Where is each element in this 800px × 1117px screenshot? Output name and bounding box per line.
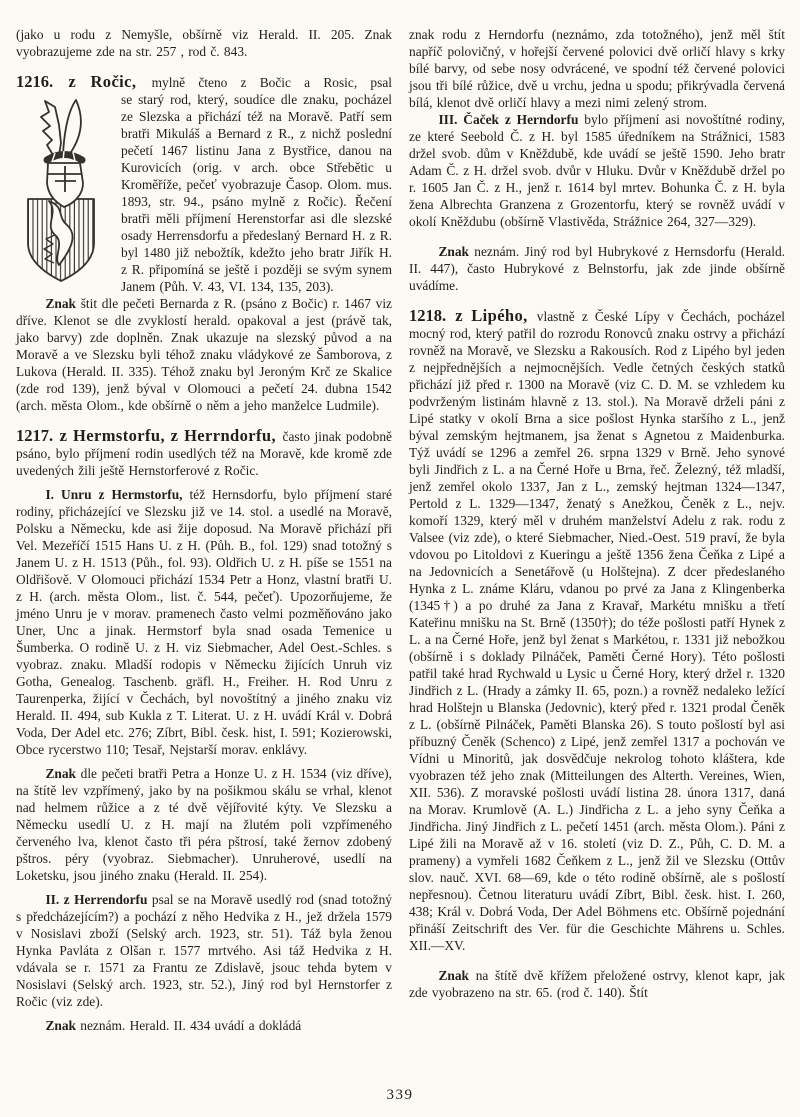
entry-1216-number: 1216. xyxy=(16,72,54,91)
entry-1218-body: vlastně z České Lípy v Čechách, pocházel mocný rod, který patřil do rozrodu Ronovců znaku ostrvy a přichází rovněž na Moravě, ve Slezsku a Rakousích. Rod z Lipého byl jeden z nejpřednějších a nejmocnějších. Vedle četných českých statků přichází již před r. 1300 na Moravě (viz C. D. M. se vzhledem ku podvrženým listinám hlavně z 13. stol.). Na Moravě drželi páni z Lipé statky v okolí Brna a sice pošlost Hynka staršího z L., jenž býval zemským hejtmanem, jsa ženat s Agnetou z Maidenburka. Týž uvádí se 1296 a zemřel 26. srpna 1329 v Brně. Jeho synové byli Jindřich z L. a na Černé Hoře u Brna, řeč. Železný, též mladší, jenž zemřel okolo 1337, Jan z L., zemský hejtman 1324—1347, Pertold z L. 1329—1347, ženatý s Anežkou, Čeněk z L., nejv. komoří 1329, který měl v druhém manželství Adelu z rak. rodu z Valsee (viz zde), o které Siebmacher, Nied.-Oest. 519 praví, že byla vdovou po Litoldovi z Kueringu a ještě 1356 žena Čeňka z Lipé a na Jedovnicích a Senetářově (u Holštejna). Z dcer předeslaného Hynka z L. známe Kláru, vdanou po prvé za Jana z Klingenberka (1345†) a po druhé za Jana z Kravař, Markétu mnišku a třetí Kateřinu mnišku na St. Brně (1350†); do téže pošlosti patří Hynek z L. a na Černé Hoře, jenž byl ženat s Markétou, r. 1331 již nebožkou (obšírně i s doklady Pilnáček, Paměti Černé Hory). Této pošlosti patřil také hrad Rychwald u Lysic u Černé Hory, který držel r. 1320 Jindřich z L. (Hrady a zámky II. 65, pozn.) a rovněž nedaleko ležící hrad Holštejn u Blanska (Jedovnic), který před r. 1321 prodal Čeněk z L. (obšírně Pilnáček, Paměti Blanska 26). S touto pošlostí byl asi příbuzný Čeněk (Schenco) z Lipé, jenž zemřel 1317 a pochován ve Vídni u Minoritů, jak dosvědčuje nekrolog tohoto kláštera, kde vyobrazen též jeho znak (Mitteilungen des Alterth. Vereines, Wien, XII. 536). Z moravské pošlosti uvádí listina 28. února 1317, daná na Morav. Krumlově (A. L.) Jindřicha z L. a jeho syny Čeňka a Jindřicha. Jiný Jindřich z L. pečetí 1451 (arch. města Olom.). Páni z Lipé žili na Moravě až v 16. století (viz D. Z., Půh, C. D. M. a prameny) a vymřeli 1682 Čeňkem z L., jenž žil ve Slezsku (Ottův slov. nauč. XVI. 68—69, kde o této rodině obšírně, ale s pošlostí nepřesnou). Četnou literaturu uvádí Zíbrt, Bibl. česk. hist. I. 260, 438; Král v. Dobrá Voda, Der Adel Böhmens etc. Obšírně pojednání přináší Zeitschrift des Ver. für die Geschichte Mährens u. Schles. XII.—XV. xyxy=(409,309,785,953)
znak-text: neznám. Jiný rod byl Hubrykové z Hernsdorfu (Herald. II. 447), často Hubrykové z Belnstorfu, jak zde jinde obšírně uvádíme. xyxy=(409,244,785,293)
entry-1218-znak-paragraph xyxy=(409,967,785,1001)
znak-label: Znak xyxy=(438,244,469,259)
continuation-paragraph: (jako u rodu z Nemyšle, obšírně viz Herald. II. 205. Znak vyobrazujeme zde na str. 257 , rod č. 843. xyxy=(16,27,392,59)
entry-1216-znak-paragraph xyxy=(16,295,392,414)
crest-jagged-blade xyxy=(41,101,61,155)
entry-1216-lead: mylně čteno z Bočic a Rosic, psal xyxy=(151,75,392,90)
entry-1216 xyxy=(16,73,392,414)
entry-1218-title: z Lipého, xyxy=(455,306,528,325)
right-column xyxy=(409,26,785,1001)
znak-text: dle pečeti bratři Petra a Honze U. z H. 1534 (viz dříve), na štítě lev vzpřímený, jako by na pošikmou skálu se vrhal, klenot nad helmem růžice a z té dvě vějířovité kýty. Ve Slezsku a Německu usedlí U. z H. mají na žlutém poli vzpřímeného červeného lva, klenot často tři péra pštrosí, také žernov zdobený pštros. péry (vyobraz. Siebmacher). Unruherové, usedlí na Loketsku, jsou jiného znaku (Herald. II. 254). xyxy=(16,766,392,883)
section-label: III. Čaček z Herndorfu xyxy=(438,112,579,127)
entry-1216-heading xyxy=(16,73,392,91)
entry-1217-intro: často jinak podobně psáno, bylo příjmení rodin usedlých též na Moravě, kde kromě zde uvedených žili ještě Hernstorferové z Ročic. xyxy=(16,429,392,478)
entry-1216-body: se starý rod, který, soudíce dle znaku, pocházel ze Slezska a přichází též na Moravě. Patří sem bratři Mikuláš a Bernard z R., z nichž poslední pečetí 1467 listinu Jana z Bystřice, danou na Kurovicích (orig. v arch. obce Střebětic u Kroměříže, pečeť vyobrazuje Časop. Olom. mus. 1893, str. 94., psáno mylně z Ročic). Řečení bratři měli příjmení Herenstorfar asi dle slezské osady Herrensdorfu a předeslaný Bernard H. z R. byl 1480 již nebožtík, kdežto jeho bratr Jiřík H. z R. připomíná se ještě i později se svým synem Janem (Půh. V. 43, VI. 134, 135, 203). xyxy=(121,92,392,294)
section-label: I. Unru z Hermstorfu, xyxy=(45,487,183,502)
znak-text: na štítě dvě křížem přeložené ostrvy, klenot kapr, jak zde vyobrazeno na str. 65. (rod č. 140). Štít xyxy=(409,968,785,1000)
section-text: psal se na Moravě usedlý rod (snad totožný s předcházejícím?) a pochází z něho Hedvika z H., jež držela 1579 v Nosislavi zboží (Selský arch. 1923, str. 51). Táž byla ženou Hynka Pavláta z Olšan r. 1577 mrtvého. Asi táž Hedvika z H. vdávala se r. 1571 za Frantu ze Zdislavě, jsouc tehda bytem v Nosislavi (Selský arch. 1923, str. 52.), Jiný rod byl Hernstorfer z Ročic (viz zde). xyxy=(16,892,392,1009)
page-number: 339 xyxy=(386,1087,414,1103)
entry-1217-heading xyxy=(16,427,392,479)
section-cacek-z-herndorfu xyxy=(409,111,785,230)
entry-1216-title: z Ročic, xyxy=(68,72,137,91)
section-z-herrendorfu xyxy=(16,891,392,1010)
znak-label: Znak xyxy=(45,296,76,311)
entry-1218-number: 1218. xyxy=(409,306,447,325)
znak-cacek-paragraph xyxy=(409,243,785,294)
section-unru-z-hermstorfu xyxy=(16,486,392,758)
section-text: bylo příjmení asi novoštítné rodiny, ze které Seebold Č. z H. byl 1585 úředníkem na Strážnici, 1583 držel svob. dům v Kněždubě, kde uvádí se ještě 1590. Jeho bratr Adam Č. z H. držel svob. dvůr v Hluku. Dvůr v Kněždubě držel po r. 1605 Jan Č. z H., jenž r. 1614 byl mrtev. Bohunka Č. z H. byla žena Albrechta Granzena z Grozentorfu, který se rovněž uvádí v okolí Kněždubu (obšírně Vlastivěda, Strážnice 264, 327—329). xyxy=(409,112,785,229)
entry-1218 xyxy=(409,307,785,1001)
left-column xyxy=(16,26,392,1034)
crest-horn xyxy=(63,100,81,155)
coat-of-arms-z-rocic-illustration xyxy=(17,95,107,287)
znak-unru-paragraph xyxy=(16,765,392,884)
entry-1218-heading xyxy=(409,307,785,954)
znak-text: štit dle pečeti Bernarda z R. (psáno z Bočic) r. 1467 viz dříve. Klenot se dle zvyklostí herald. opakoval a jest (právě tak, jako barvy) zde doplněn. Znak ukazuje na slezský původ a na Moravě a ve Slezsku byli téhož znaku vládykové ze Šamborova, z Lukova (Herald. II. 335). Téhož znaku byl Jeroným Krč ze Skalice (zde rod 139), jenž býval v Olomouci a pečetí 24. dubna 1542 (arch. města Olom., kde obšírně o něm a jeho manželce Ludmile). xyxy=(16,296,392,413)
entry-1217-title: z Hermstorfu, z Herrndorfu, xyxy=(59,426,277,445)
znak-label: Znak xyxy=(45,766,76,781)
znak-label: Znak xyxy=(438,968,469,983)
entry-1217 xyxy=(16,427,392,1034)
entry-1217-number: 1217. xyxy=(16,426,54,445)
section-text: též Hernsdorfu, bylo příjmení staré rodiny, přicházející ve Slezsku již ve 14. stol. a usedlé na Moravě, Polsku a Německu, kde asi žije doposud. Na Moravě přichází při Vel. Mezeříčí 1515 Hans U. z H. (Půh. B., fol. 129) snad totožný s Janem U. z H. 1513 (Půh., fol. 93). Oldřich U. z H. píše se 1551 na Oldřišově. V Olomouci přichází 1534 Petr a Honz, vlastní bratři U. z H. (arch. města Olom., list. č. 544, pečeť). Upozorňujeme, že jméno Unru je v morav. pramenech často velmi pozměňováno jako Uner, Unc a jinak. Hermstorf byla snad osada Temenice u Šumberka. O rodině U. z H. viz Siebmacher, Adel Oest.-Schles. s vyobraz. znaku. Mladší rodopis v Německu žijících Unruh viz Gotha, Genealog. Taschenb. gräfl. H., Freiher. H. Rod Unru z Taurenperka, žijící v Čechách, byl novoštítný a jiného znaku viz Herald. II. 494, sub Kukla z T. Literat. U. z H. uvádí Král v. Dobrá Voda, Der Adel etc. 276; Zíbrt, Bibl. česk. hist, I. 591; Kozierowski, Obce rycerstwo 110; Tesař, Nejstarší morav. enklávy. xyxy=(16,487,392,757)
znak-label: Znak xyxy=(45,1018,76,1033)
two-column-text xyxy=(16,26,786,1034)
znak-herrendorfu-paragraph xyxy=(16,1017,392,1034)
znak-text: neznám. Herald. II. 434 uvádí a dokládá xyxy=(80,1018,302,1033)
section-label: II. z Herrendorfu xyxy=(45,892,148,907)
entry-1217-continuation: znak rodu z Herndorfu (neznámo, zda totožného), jenž měl štít napříč polovičný, v hořejší červené polovici dvě orličí hlavy s krky bílé barvy, od sebe nosy odvrácené, ve spodní též červené polovici jsou tři bílé růžice, dvě u vrchu, jedna u spodu; přikrývadla červená bílá, klenot dvě orličí hlavy a mezi nimi zelený strom. xyxy=(409,27,785,110)
